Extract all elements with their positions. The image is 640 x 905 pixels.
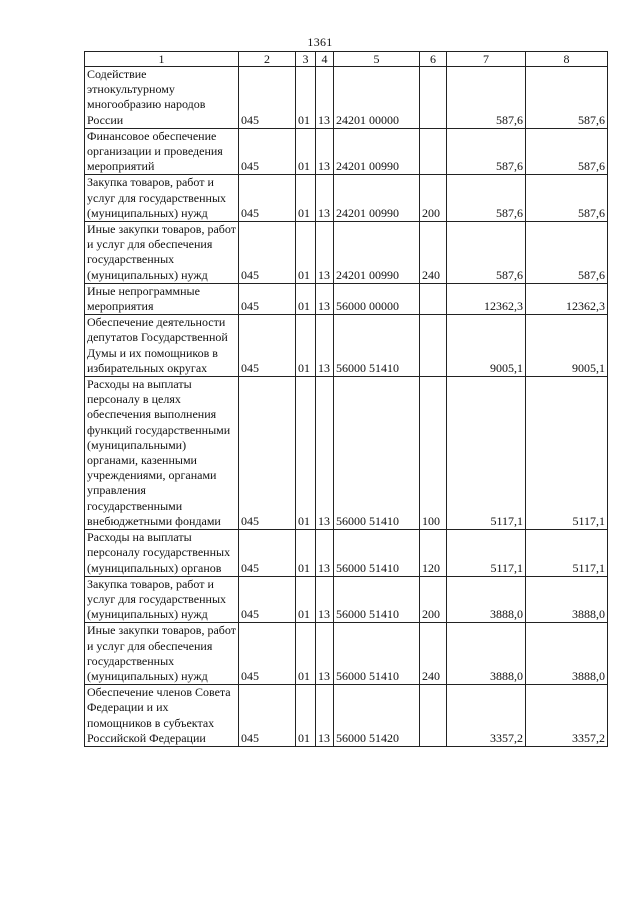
row-ved-code-cell: 045	[239, 128, 296, 175]
row-target-article-cell: 56000 51410	[334, 315, 420, 377]
row-target-article-cell: 56000 51410	[334, 623, 420, 685]
row-subsection-cell: 13	[316, 222, 334, 284]
row-subsection-cell: 13	[316, 283, 334, 314]
table-row	[85, 685, 608, 747]
row-ved-code-cell: 045	[239, 685, 296, 747]
table-row	[85, 67, 608, 129]
column-header: 8	[526, 52, 608, 67]
row-ved-code-cell: 045	[239, 315, 296, 377]
row-subsection-cell: 13	[316, 315, 334, 377]
row-amount-col7-cell: 587,6	[447, 222, 526, 284]
row-amount-col8-cell: 5117,1	[526, 530, 608, 577]
row-subsection-cell: 13	[316, 377, 334, 530]
row-expense-type-cell	[420, 283, 447, 314]
row-name-cell: Закупка товаров, работ и услуг для государственных (муниципальных) нужд	[85, 175, 239, 222]
row-expense-type-cell: 100	[420, 377, 447, 530]
row-subsection-cell: 13	[316, 530, 334, 577]
row-target-article-cell: 24201 00990	[334, 222, 420, 284]
row-amount-col7-cell: 3888,0	[447, 623, 526, 685]
row-subsection-cell: 13	[316, 685, 334, 747]
row-amount-col7-cell: 3888,0	[447, 576, 526, 623]
row-section-cell: 01	[296, 175, 316, 222]
table-row	[85, 222, 608, 284]
row-target-article-cell: 24201 00000	[334, 67, 420, 129]
row-ved-code-cell: 045	[239, 283, 296, 314]
row-ved-code-cell: 045	[239, 530, 296, 577]
row-section-cell: 01	[296, 377, 316, 530]
table-row	[85, 315, 608, 377]
table-body	[85, 52, 608, 747]
row-ved-code-cell: 045	[239, 377, 296, 530]
row-amount-col7-cell: 587,6	[447, 175, 526, 222]
row-expense-type-cell: 240	[420, 623, 447, 685]
table-row	[85, 623, 608, 685]
row-amount-col8-cell: 3888,0	[526, 623, 608, 685]
row-subsection-cell: 13	[316, 128, 334, 175]
column-header: 7	[447, 52, 526, 67]
table-row	[85, 576, 608, 623]
row-amount-col8-cell: 587,6	[526, 67, 608, 129]
row-name-cell: Обеспечение членов Совета Федерации и их помощников в субъектах Российской Федерации	[85, 685, 239, 747]
row-name-cell: Содействие этнокультурному многообразию народов России	[85, 67, 239, 129]
row-amount-col8-cell: 9005,1	[526, 315, 608, 377]
row-amount-col7-cell: 587,6	[447, 67, 526, 129]
row-name-cell: Обеспечение деятельности депутатов Государственной Думы и их помощников в избирательных округах	[85, 315, 239, 377]
row-section-cell: 01	[296, 222, 316, 284]
row-ved-code-cell: 045	[239, 222, 296, 284]
row-expense-type-cell	[420, 315, 447, 377]
row-subsection-cell: 13	[316, 67, 334, 129]
column-header: 1	[85, 52, 239, 67]
row-target-article-cell: 24201 00990	[334, 128, 420, 175]
row-target-article-cell: 24201 00990	[334, 175, 420, 222]
row-section-cell: 01	[296, 685, 316, 747]
page-number: 1361	[307, 35, 333, 49]
row-expense-type-cell	[420, 67, 447, 129]
table-row	[85, 377, 608, 530]
row-expense-type-cell: 200	[420, 576, 447, 623]
table-row	[85, 175, 608, 222]
row-amount-col8-cell: 5117,1	[526, 377, 608, 530]
table-row	[85, 128, 608, 175]
row-ved-code-cell: 045	[239, 576, 296, 623]
row-section-cell: 01	[296, 283, 316, 314]
row-section-cell: 01	[296, 67, 316, 129]
row-amount-col8-cell: 3888,0	[526, 576, 608, 623]
row-target-article-cell: 56000 51410	[334, 530, 420, 577]
row-amount-col7-cell: 587,6	[447, 128, 526, 175]
column-header: 5	[334, 52, 420, 67]
row-amount-col8-cell: 587,6	[526, 128, 608, 175]
row-expense-type-cell	[420, 128, 447, 175]
row-section-cell: 01	[296, 530, 316, 577]
table-row	[85, 283, 608, 314]
row-amount-col8-cell: 587,6	[526, 175, 608, 222]
row-expense-type-cell: 200	[420, 175, 447, 222]
row-subsection-cell: 13	[316, 576, 334, 623]
budget-table	[84, 51, 608, 747]
row-section-cell: 01	[296, 315, 316, 377]
row-amount-col8-cell: 3357,2	[526, 685, 608, 747]
row-amount-col8-cell: 587,6	[526, 222, 608, 284]
column-header: 2	[239, 52, 296, 67]
row-amount-col7-cell: 12362,3	[447, 283, 526, 314]
row-target-article-cell: 56000 51420	[334, 685, 420, 747]
row-target-article-cell: 56000 51410	[334, 576, 420, 623]
row-target-article-cell: 56000 51410	[334, 377, 420, 530]
row-amount-col7-cell: 5117,1	[447, 530, 526, 577]
row-expense-type-cell	[420, 685, 447, 747]
row-section-cell: 01	[296, 128, 316, 175]
row-name-cell: Финансовое обеспечение организации и проведения мероприятий	[85, 128, 239, 175]
row-amount-col7-cell: 5117,1	[447, 377, 526, 530]
row-ved-code-cell: 045	[239, 175, 296, 222]
column-header: 4	[316, 52, 334, 67]
row-ved-code-cell: 045	[239, 623, 296, 685]
row-amount-col7-cell: 9005,1	[447, 315, 526, 377]
column-header: 3	[296, 52, 316, 67]
row-section-cell: 01	[296, 576, 316, 623]
row-subsection-cell: 13	[316, 623, 334, 685]
row-amount-col8-cell: 12362,3	[526, 283, 608, 314]
row-amount-col7-cell: 3357,2	[447, 685, 526, 747]
row-subsection-cell: 13	[316, 175, 334, 222]
row-name-cell: Расходы на выплаты персоналу в целях обеспечения выполнения функций государственными (муниципальными) органами, казенными учреждениями, органами управления государственными внебюджетными фондами	[85, 377, 239, 530]
row-name-cell: Иные непрограммные мероприятия	[85, 283, 239, 314]
row-expense-type-cell: 120	[420, 530, 447, 577]
row-name-cell: Иные закупки товаров, работ и услуг для обеспечения государственных (муниципальных) нужд	[85, 222, 239, 284]
row-ved-code-cell: 045	[239, 67, 296, 129]
column-header: 6	[420, 52, 447, 67]
row-section-cell: 01	[296, 623, 316, 685]
row-name-cell: Расходы на выплаты персоналу государственных (муниципальных) органов	[85, 530, 239, 577]
row-target-article-cell: 56000 00000	[334, 283, 420, 314]
row-name-cell: Иные закупки товаров, работ и услуг для обеспечения государственных (муниципальных) нужд	[85, 623, 239, 685]
table-row	[85, 530, 608, 577]
row-name-cell: Закупка товаров, работ и услуг для государственных (муниципальных) нужд	[85, 576, 239, 623]
row-expense-type-cell: 240	[420, 222, 447, 284]
table-header-row	[85, 52, 608, 67]
